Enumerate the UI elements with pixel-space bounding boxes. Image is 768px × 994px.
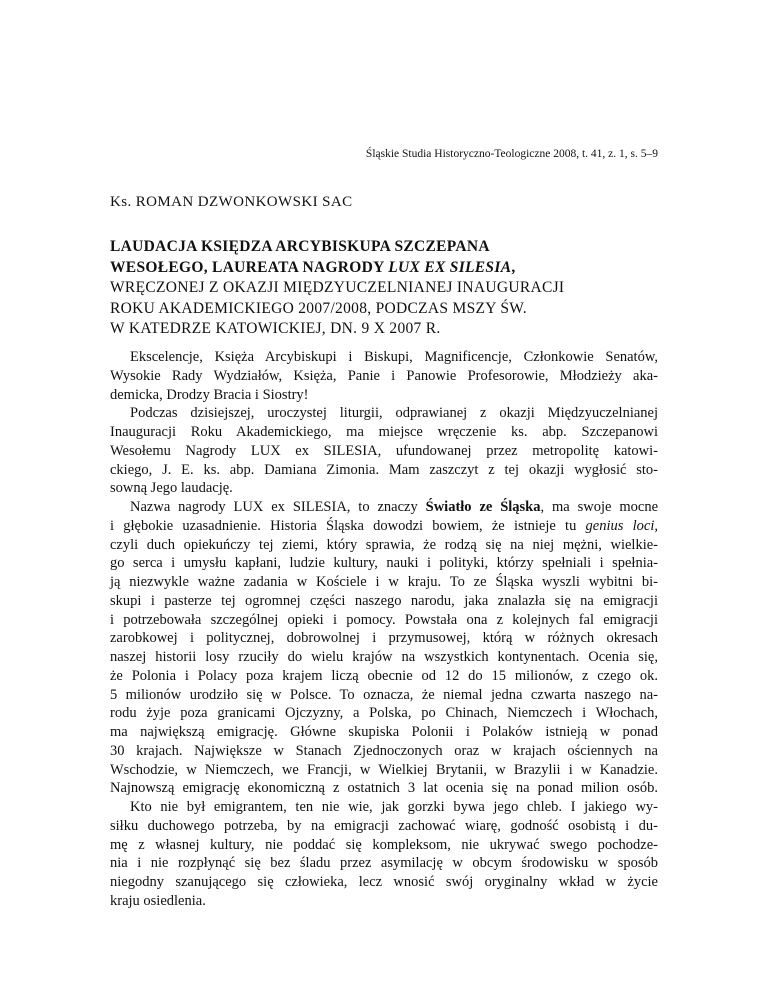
body-text: , ma swoje mocne [540, 499, 659, 515]
body-line: skupi i pasterze tej ogromnej części naszego narodu, jaka znalazła się na emigracji [110, 592, 658, 609]
title-line [110, 258, 670, 279]
body-line: Wysokie Rady Wydziałów, Księża, Panie i Panowie Profesorowie, Młodzieży aka- [110, 367, 658, 384]
article-body [110, 348, 658, 911]
title-line-3: WRĘCZONEJ Z OKAZJI MIĘDZYUCZELNIANEJ INAUGURACJI [110, 279, 565, 296]
body-line: 30 krajach. Największe w Stanach Zjednoczonych oraz w krajach ościennych na [110, 742, 658, 759]
body-line: zarobkowej i politycznej, dobrowolnej i przymusowej, którą w różnych okresach [110, 630, 658, 647]
title-line-2-text: WESOŁEGO, LAUREATA NAGRODY [110, 258, 389, 276]
body-line: Wschodzie, w Niemczech, we Francji, w Wielkiej Brytanii, w Brazylii i w Kanadzie. [110, 761, 658, 778]
title-line-4: ROKU AKADEMICKIEGO 2007/2008, PODCZAS MSZY ŚW. [110, 299, 527, 317]
title-line-2-comma: , [511, 258, 516, 276]
author-name: Ks. ROMAN DZWONKOWSKI SAC [110, 194, 353, 210]
body-line: i potrzebowała szczególnej opieki i pomocy. Powstała ona z kolejnych fal emigracji [110, 611, 658, 628]
body-line: Wesołemu Nagrody LUX ex SILESIA, ufundowanej przez metropolitę katowi- [110, 442, 658, 459]
body-line: demicka, Drodzy Bracia i Siostry! [110, 386, 309, 403]
body-line: niegodny szanującego się człowieka, lecz wnosić swój oryginalny wkład w życie [110, 874, 658, 890]
body-line [110, 498, 658, 517]
title-line [110, 237, 670, 258]
body-line: ckiego, J. E. ks. abp. Damiana Zimonia. Mam zaszczyt z tej okazji wygłosić sto- [110, 461, 658, 478]
body-line: rodu żyje poza granicami Ojczyzny, a Polska, po Chinach, Niemczech i Włochach, [110, 705, 658, 722]
body-line: czyli duch opiekuńczy tej ziemi, który sprawia, że rodzą się na niej mężni, wielkie- [110, 536, 658, 553]
italic-phrase: genius loci, [585, 517, 658, 534]
body-line [110, 517, 658, 536]
body-text: i głębokie uzasadnienie. Historia Śląska dowodzi bowiem, że istnieje tu [110, 517, 586, 534]
body-line: Inauguracji Roku Akademickiego, ma miejsce wręczenie ks. abp. Szczepanowi [110, 424, 658, 440]
body-line: ma największą emigrację. Główne skupiska Polonii i Polaków istnieją w ponad [110, 724, 658, 740]
body-line: go serca i umysłu kapłani, ludzie kultury, nauki i polityki, którzy spełniali i spełnia- [110, 555, 658, 572]
body-line: Podczas dzisiejszej, uroczystej liturgii, odprawianej z okazji Międzyuczelnianej [130, 405, 658, 422]
body-line: Najnowszą emigrację ekonomiczną z ostatnich 3 lat ocenia się na ponad milion osób. [110, 780, 658, 797]
body-line: 5 milionów urodziło się w Polsce. To oznacza, że niemal jedna czwarta naszego na- [110, 686, 658, 703]
body-line: sowną Jego laudację. [110, 480, 233, 497]
body-text: Nazwa nagrody LUX ex SILESIA, to znaczy [130, 499, 426, 515]
body-line: że Polonia i Polacy poza krajem liczą obecnie od 12 do 15 milionów, z czego ok. [110, 667, 658, 684]
body-line: mę z własnej kultury, nie poddać się kompleksom, nie ukrywać swego pochodze- [110, 836, 658, 853]
running-head: Śląskie Studia Historyczno-Teologiczne 2008, t. 41, z. 1, s. 5–9 [365, 148, 658, 160]
body-line: naszej historii losy rzuciły do wielu krajów na wszystkich kontynentach. Ocenia się, [110, 649, 658, 665]
title-line-1: LAUDACJA KSIĘDZA ARCYBISKUPA SZCZEPANA [110, 238, 490, 255]
article-title [110, 237, 670, 340]
body-line: Ekscelencje, Księża Arcybiskupi i Biskupi, Magnificencje, Członkowie Senatów, [130, 349, 658, 365]
body-line: siłku duchowego potrzeba, by na emigracji zachować wiarę, godność osobistą i du- [110, 817, 658, 834]
body-line: ją niezwykle ważne zadania w Kościele i w kraju. To ze Śląska wyszli wybitni bi- [110, 574, 658, 590]
body-line: Kto nie był emigrantem, ten nie wie, jak gorzki bywa jego chleb. I jakiego wy- [130, 799, 658, 815]
bold-phrase: Światło ze Śląska [425, 499, 541, 515]
title-line-5: W KATEDRZE KATOWICKIEJ, DN. 9 X 2007 R. [110, 320, 441, 337]
body-line: nia i nie rozpłynąć się bez śladu przez asymilację w obcym środowisku w sposób [110, 855, 658, 872]
award-name: LUX EX SILESIA [388, 258, 512, 276]
body-line: kraju osiedlenia. [110, 892, 206, 909]
